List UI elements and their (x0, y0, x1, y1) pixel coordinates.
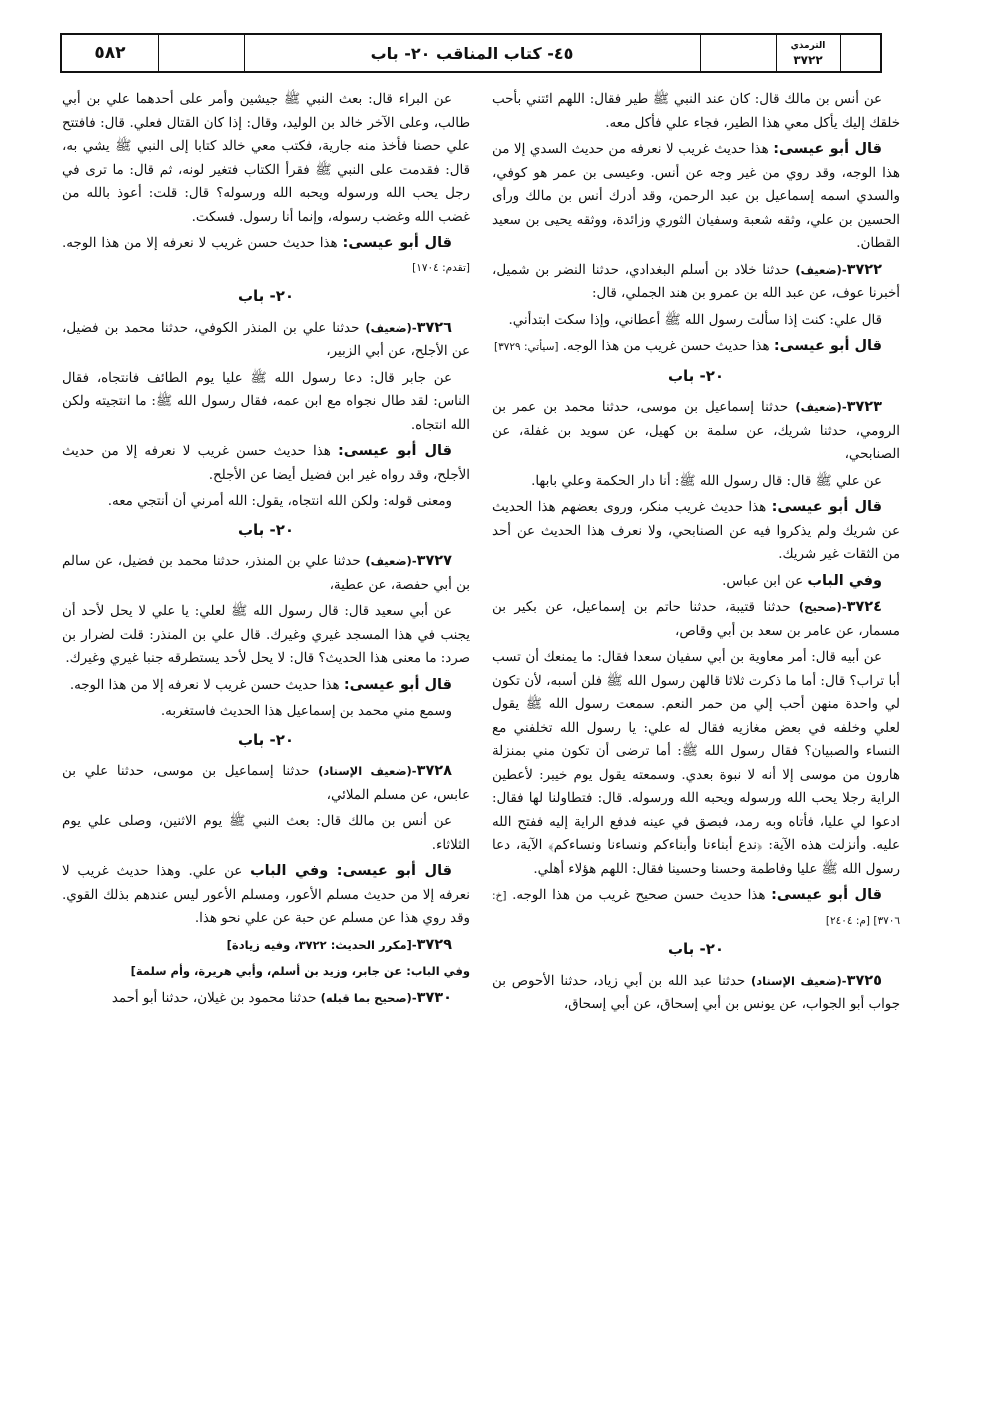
header-divider (840, 35, 841, 71)
hadith-entry (492, 396, 900, 467)
commentary (492, 138, 900, 256)
hadith-grade: -(ضعيف) (365, 320, 417, 335)
cross-reference: [سيأتي: ٣٧٢٩] (493, 341, 559, 353)
in-the-chapter-text: وفي الباب: عن جابر، وزيد بن أسلم، وأبي هريرة، وأم سلمة] (130, 964, 470, 978)
commentary-label: قال أبو عيسى: (771, 499, 883, 515)
header-divider (700, 35, 701, 71)
hadith-isnad: حدثنا إسماعيل بن موسى، حدثنا علي بن عابس، عن مسلم الملائي، (62, 764, 470, 803)
hadith-isnad: حدثنا إسماعيل بن موسى، حدثنا محمد بن عمر بن الرومي، حدثنا شريك، عن سلمة بن كهيل، عن سويد بن غفلة، عن الصنابحي، (492, 400, 900, 462)
chapter-heading: ٢٠- باب (667, 940, 725, 958)
page-number: ٥٨٢ (94, 43, 126, 63)
hadith-text: عن أبي سعيد قال: قال رسول الله ﷺ لعلي: يا علي لا يحل لأحد أن يجنب في هذا المسجد غيري وغيرك. قال علي بن المنذر: قلت لضرار بن صرد: ما معنى هذا الحديث؟ قال: لا يحل لأحد يستطرقه جنبا غيري وغيرك. (62, 604, 470, 666)
hadith-isnad: حدثنا قتيبة، حدثنا حاتم بن إسماعيل، عن بكير بن مسمار، عن عامر بن سعد بن أبي وقاص، (492, 600, 900, 639)
chapter-heading: ٢٠- باب (237, 287, 295, 305)
hadith-number: ٣٧٢٢ (846, 261, 882, 278)
commentary (492, 496, 900, 567)
hadith-range: ٣٧٢٢ (793, 53, 823, 67)
hadith-isnad: حدثنا خلاد بن أسلم البغدادي، حدثنا النضر بن شميل، أخبرنا عوف، عن عبد الله بن عمرو بن هند الجملي، قال: (492, 262, 900, 301)
hadith-number: ٣٧٢٣ (846, 399, 882, 415)
left-column (62, 88, 470, 1013)
commentary-label: قال أبو عيسى: (773, 141, 883, 157)
source-box (776, 37, 840, 71)
page-header (60, 33, 882, 73)
chapter-heading: ٢٠- باب (237, 730, 295, 749)
hadith-text: عن أبيه قال: أمر معاوية بن أبي سفيان سعدا فقال: ما يمنعك أن تسب أبا تراب؟ قال: أما ما ذكرت ثلاثا قالهن رسول الله ﷺ فلن أسبه، لأن تكون لي واحدة منهن أحب إلي من حمر النعم. سمعت رسول الله ﷺ يقول لعلي وخلفه في بعض مغازيه فقال له علي: يا رسول الله تخلفني مع النساء والصبيان؟ فقال رسول الله ﷺ: أما ترضى أن تكون مني بمنزلة هارون من موسى إلا أنه لا نبوة بعدي. وسمعته يقول يوم خيبر: لأعطين الراية رجلا يحب الله ورسوله ويحبه الله ورسوله. قال: فتطاولنا لها فقال: ادعوا لي عليا، فأتاه وبه رمد، فبصق في عينه فدفع الراية إليه ففتح الله عليه. وأنزلت هذه الآية: ﴿ندع أبناءنا وأبناءكم ونساءنا ونساءكم﴾ الآية، دعا رسول الله ﷺ عليا وفاطمة وحسنا وحسينا فقال: اللهم هؤلاء أهلي. (492, 650, 900, 877)
hadith-entry (62, 550, 470, 597)
commentary-label: قال أبو عيسى: (343, 676, 452, 693)
hadith-entry (492, 259, 900, 306)
explanatory-note: وسمع مني محمد بن إسماعيل هذا الحديث فاستغربه. (160, 704, 452, 719)
hadith-number: ٣٧٢٧ (416, 553, 452, 569)
hadith-number: ٣٧٢٤ (846, 599, 882, 615)
hadith-entry (62, 760, 470, 807)
commentary-text: هذا حديث حسن غريب لا نعرفه إلا من هذا الوجه. (69, 677, 340, 693)
in-the-chapter (492, 570, 900, 594)
commentary-label: قال أبو عيسى: (337, 443, 452, 459)
commentary-label: قال أبو عيسى: (771, 887, 883, 903)
hadith-grade: -(ضعيف الإسناد) (751, 973, 847, 988)
in-the-chapter-text: عن ابن عباس. (722, 573, 804, 589)
commentary-label: قال أبو عيسى: (773, 338, 882, 354)
right-column (492, 88, 900, 1020)
hadith-entry (62, 987, 470, 1011)
hadith-text: عن جابر قال: دعا رسول الله ﷺ عليا يوم الطائف فانتجاه، فقال الناس: لقد طال نجواه مع ابن عمه، فقال رسول الله ﷺ: ما انتجيته ولكن الله انتجاه. (62, 370, 470, 433)
commentary (492, 335, 900, 360)
hadith-text: قال علي: كنت إذا سألت رسول الله ﷺ أعطاني، وإذا سكت ابتدأني. (508, 312, 882, 328)
hadith-number: ٣٧٢٥ (846, 972, 882, 989)
hadith-text: عن أنس بن مالك قال: كان عند النبي ﷺ طير فقال: اللهم ائتني بأحب خلقك إليك يأكل معي هذا الطير، فجاء علي فأكل معه. (492, 92, 900, 131)
commentary-text: هذا حديث حسن غريب لا نعرفه إلا من حديث الأجلح، وقد رواه غير ابن فضيل أيضا عن الأجلح. (62, 444, 470, 483)
hadith-isnad: حدثنا محمود بن غيلان، حدثنا أبو أحمد (111, 990, 317, 1006)
hadith-grade: -(ضعيف الإسناد) (318, 764, 417, 778)
hadith-isnad: حدثنا عبد الله بن أبي زياد، حدثنا الأحوص بن جواب أبو الجواب، عن يونس بن أبي إسحاق، عن أبي إسحاق، (492, 973, 900, 1012)
commentary (62, 860, 470, 931)
commentary-text: هذا حديث غريب منكر، وروى بعضهم هذا الحديث عن شريك ولم يذكروا فيه عن الصنابحي، ولا نعرف هذا الحديث عن أحد من الثقات غير شريك. (492, 500, 900, 562)
commentary-text: هذا حديث حسن غريب من هذا الوجه. (562, 339, 770, 354)
commentary-text: هذا حديث غريب لا نعرفه من حديث السدي إلا من هذا الوجه، وقد روي من غير وجه عن أنس. وعيسى بن عمر هو كوفي، والسدي اسمه إسماعيل بن عبد الرحمن، وقد أدرك أنس بن مالك ورأى الحسين بن علي، وثقه شعبة وسفيان الثوري وزائدة، ووثقه يحيى بن سعيد القطان. (492, 142, 900, 251)
commentary (62, 674, 470, 698)
in-the-chapter (62, 960, 470, 984)
in-the-chapter-label: وفي الباب (807, 572, 882, 589)
hadith-grade: -(صحيح بما قبله) (320, 990, 417, 1005)
chapter-heading: ٢٠- باب (667, 366, 725, 385)
explanatory-note: ومعنى قوله: ولكن الله انتجاه، يقول: الله أمرني أن أنتجي معه. (107, 494, 452, 509)
commentary (62, 232, 470, 280)
cross-reference: [خ: ٣٧٠٦] [م: ٢٤٠٤] (492, 890, 900, 927)
commentary-text: هذا حديث حسن غريب لا نعرفه إلا من هذا الوجه. (62, 236, 338, 251)
hadith-number: ٣٧٢٦ (416, 319, 452, 336)
commentary-label: قال أبو عيسى: وفي الباب (250, 863, 453, 879)
hadith-text: عن أنس بن مالك قال: بعث النبي ﷺ يوم الاثنين، وصلى علي يوم الثلاثاء. (62, 814, 470, 853)
hadith-number: ٣٧٢٩ (416, 936, 452, 953)
chapter-heading: ٢٠- باب (237, 520, 295, 539)
hadith-grade: -[مكرر الحديث: ٣٧٢٢، وفيه زيادة] (226, 937, 417, 952)
hadith-entry (492, 970, 900, 1017)
hadith-entry (492, 596, 900, 643)
hadith-number: ٣٧٣٠ (416, 989, 452, 1006)
hadith-grade: -(ضعيف) (795, 262, 847, 277)
cross-reference: [تقدم: ١٧٠٤] (412, 261, 470, 274)
hadith-grade: -(ضعيف) (365, 554, 417, 568)
commentary (492, 884, 900, 933)
hadith-grade: -(ضعيف) (795, 400, 847, 414)
book-name: الترمذي (790, 41, 826, 51)
commentary-text: عن علي. وهذا حديث غريب لا نعرفه إلا من حديث مسلم الأعور، ومسلم الأعور ليس عندهم بذلك القوي. وقد روي هذا عن مسلم عن حبة عن علي نحو هذا. (62, 864, 470, 926)
hadith-text: عن علي ﷺ قال: قال رسول الله ﷺ: أنا دار الحكمة وعلي بابها. (531, 473, 882, 489)
hadith-text: عن البراء قال: بعث النبي ﷺ جيشين وأمر على أحدهما علي بن أبي طالب، وعلى الآخر خالد بن الوليد، وقال: إذا كان القتال فعلي. قال: فافتتح علي حصنا فأخذ منه جارية، فكتب معي خالد كتابا إلى النبي ﷺ يشي به، قال: فقدمت على النبي ﷺ فقرأ الكتاب فتغير لونه، ثم قال: ما ترى في رجل يحب الله ورسوله ويحبه الله ورسوله؟ قال: قلت: أعوذ بالله من غضب الله وغضب رسوله، وإنما أنا رسول. فسكت. (62, 92, 470, 225)
commentary-text: هذا حديث حسن صحيح غريب من هذا الوجه. (512, 888, 766, 903)
running-title: ٤٥- كتاب المناقب ٢٠- باب (370, 43, 574, 63)
hadith-entry (62, 317, 470, 364)
commentary-label: قال أبو عيسى: (342, 235, 453, 251)
hadith-isnad: حدثنا علي بن المنذر الكوفي، حدثنا محمد بن فضيل، عن الأجلح، عن أبي الزبير، (62, 320, 470, 359)
hadith-entry (62, 934, 470, 958)
hadith-grade: -(صحيح) (798, 600, 847, 614)
commentary (62, 440, 470, 487)
hadith-isnad: حدثنا علي بن المنذر، حدثنا محمد بن فضيل، عن سالم بن أبي حفصة، عن عطية، (62, 554, 470, 593)
hadith-number: ٣٧٢٨ (416, 763, 452, 779)
header-divider (158, 35, 159, 71)
